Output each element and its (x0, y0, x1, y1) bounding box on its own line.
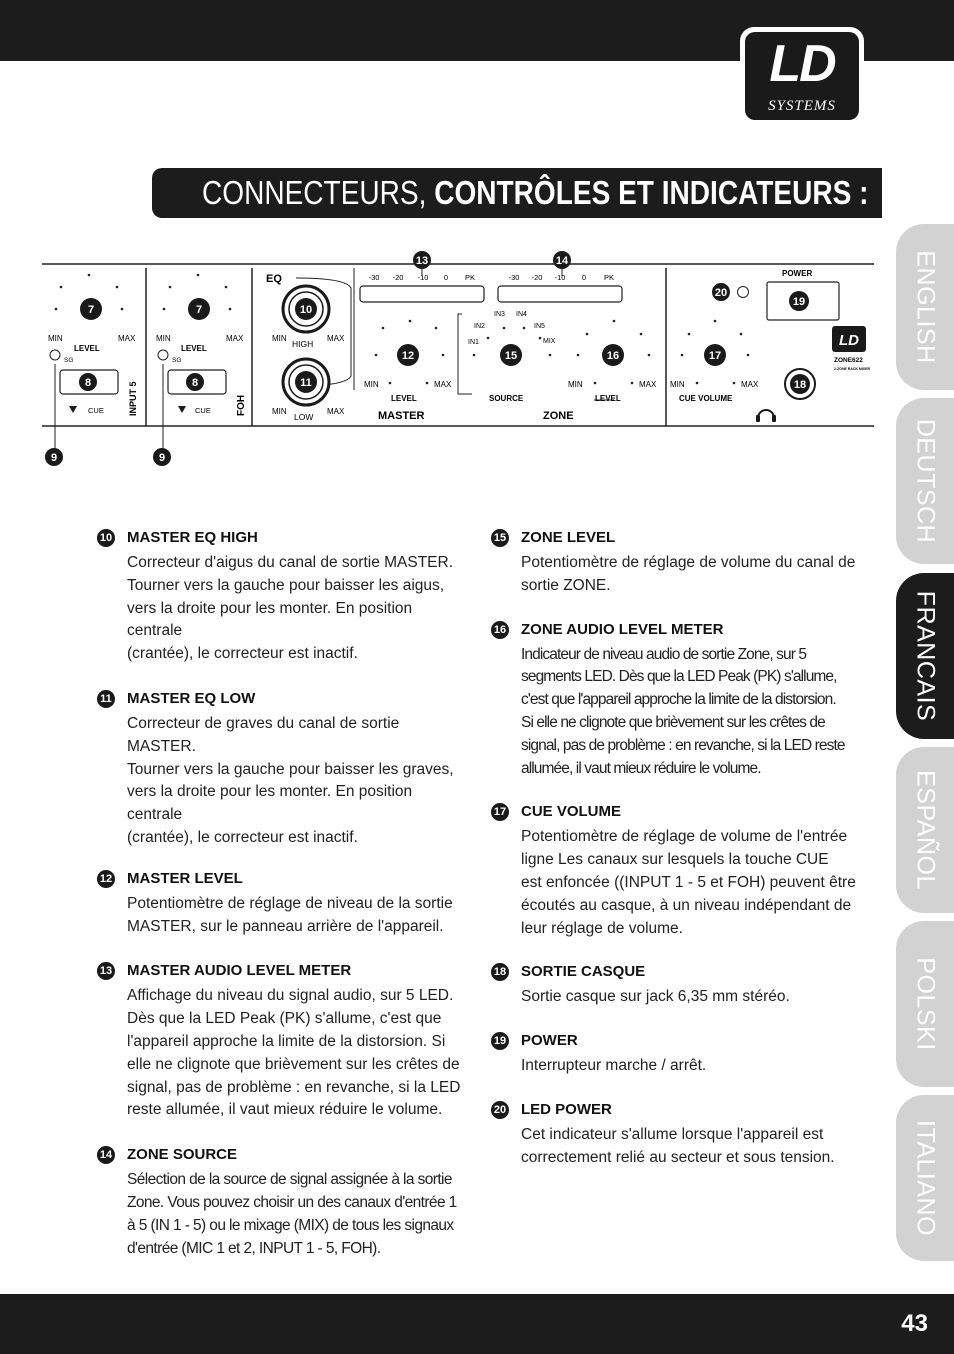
callout-20: 20 (714, 287, 728, 299)
tab-label: ESPAÑOL (911, 770, 940, 890)
callout-14: 15 (504, 350, 518, 362)
item-heading: LED POWER (521, 1100, 612, 1118)
tab-label: DEUTSCH (911, 418, 940, 544)
meter-tick: PK (464, 273, 476, 282)
body-line: signal, pas de problème : en revanche, si la LED (127, 1078, 461, 1096)
callout-19: 19 (792, 296, 806, 308)
eq-label: EQ (266, 273, 282, 285)
item-master-level (97, 869, 463, 939)
item-zone-level (491, 528, 857, 598)
source-in2: IN2 (474, 323, 485, 330)
item-zone-source (97, 1145, 463, 1260)
body-line: reste allumée, il vaut mieux réduire le volume. (127, 1101, 443, 1119)
item-heading: MASTER EQ HIGH (127, 529, 258, 546)
ld-systems-logo (740, 27, 864, 125)
item-heading: CUE VOLUME (521, 803, 622, 821)
body-line: vers la droite pour les monter. En position centrale (127, 783, 413, 824)
zone-level-label: LEVEL (595, 394, 621, 403)
item-body (127, 985, 463, 1122)
callout-8: 8 (84, 377, 92, 389)
model-sub-label: 2-ZONE RACK MIXER (834, 367, 870, 371)
master-label: MASTER (378, 410, 425, 422)
item-sortie-casque (491, 962, 857, 1009)
zone-section (458, 251, 657, 422)
item-master-eq-low (97, 689, 463, 850)
max-label: MAX (639, 380, 657, 389)
min-label: MIN (272, 334, 287, 343)
item-cue-volume (491, 802, 857, 940)
max-label: MAX (327, 407, 345, 416)
item-body (127, 713, 463, 850)
right-column (491, 528, 857, 1170)
item-heading: ZONE SOURCE (127, 1146, 238, 1164)
item-number: 19 (491, 1032, 509, 1050)
signal-led (50, 350, 60, 360)
item-number: 20 (491, 1101, 509, 1119)
item-number: 17 (491, 803, 509, 821)
item-number: 12 (97, 870, 115, 888)
body-line: Sélection de la source de signal assignée à la sortie (127, 1171, 452, 1189)
tab-label: ITALIANO (911, 1119, 940, 1237)
source-label: SOURCE (489, 394, 524, 403)
input5-label: INPUT 5 (128, 381, 138, 416)
item-number: 14 (97, 1146, 115, 1164)
title-light: CONNECTEURS, (202, 174, 435, 211)
callout-18: 18 (793, 379, 807, 391)
signal-led (158, 350, 168, 360)
callout-7: 7 (87, 304, 95, 316)
body-line: Tourner vers la gauche pour baisser les graves, (127, 760, 454, 778)
min-label: MIN (364, 380, 379, 389)
meter-tick: -30 (368, 273, 380, 282)
body-line: est enfoncée ((INPUT 1 - 5 et FOH) peuvent être (521, 873, 856, 891)
callout-9: 9 (50, 452, 58, 464)
zone-level-meter (498, 286, 622, 302)
min-label: MIN (670, 380, 685, 389)
item-number: 16 (491, 621, 509, 639)
tab-espanol[interactable] (896, 747, 954, 913)
cue-label: CUE (88, 406, 104, 415)
high-label: HIGH (292, 339, 314, 349)
tab-deutsch[interactable] (896, 398, 954, 564)
meter-tick: -10 (554, 273, 566, 282)
body-line: écoutés au casque, à un niveau indépendant de (521, 896, 852, 914)
body-line: c'est que l'appareil approche la limite de la distorsion. (521, 691, 836, 709)
callout-12: 12 (401, 350, 415, 362)
body-line: Si elle ne clignote que brièvement sur les crêtes de (521, 713, 825, 731)
logo-brand: LD (769, 35, 835, 93)
item-body (521, 986, 857, 1009)
body-line: Cet indicateur s'allume lorsque l'appareil est (521, 1125, 824, 1143)
callout-8: 8 (191, 377, 199, 389)
cue-arrow-icon (178, 406, 186, 413)
body-line: sortie ZONE. (521, 576, 611, 594)
item-heading: ZONE LEVEL (521, 529, 616, 546)
body-line: segments LED. Dès que la LED Peak (PK) s'allume, (521, 668, 837, 686)
min-label: MIN (48, 334, 63, 343)
body-line: correctement relié au secteur et sous tension. (521, 1148, 835, 1166)
body-line: leur réglage de volume. (521, 919, 683, 937)
item-heading: MASTER LEVEL (127, 869, 243, 887)
item-number: 13 (97, 962, 115, 980)
master-section (360, 251, 484, 422)
page-title (202, 174, 868, 212)
min-label: MIN (272, 407, 287, 416)
body-line: Sortie casque sur jack 6,35 mm stéréo. (521, 988, 790, 1006)
body-line: Dès que la LED Peak (PK) s'allume, c'est que (127, 1010, 442, 1028)
item-number: 18 (491, 963, 509, 981)
item-body (521, 1055, 857, 1078)
title-bold: CONTRÔLES ET INDICATEURS : (434, 174, 869, 211)
tab-label: POLSKI (911, 957, 940, 1051)
item-heading: SORTIE CASQUE (521, 963, 646, 981)
source-in5: IN5 (534, 323, 545, 330)
tab-italiano[interactable] (896, 1095, 954, 1261)
max-label: MAX (226, 334, 244, 343)
source-in1: IN1 (468, 339, 479, 346)
tab-francais[interactable] (896, 573, 954, 739)
meter-tick: -30 (508, 273, 520, 282)
body-line: l'appareil approche la limite de la distorsion. Si (127, 1032, 446, 1050)
item-number: 11 (97, 690, 115, 708)
body-line: MASTER, sur le panneau arrière de l'appareil. (127, 917, 444, 935)
meter-tick: PK (603, 273, 615, 282)
power-led (738, 287, 749, 298)
item-heading: ZONE AUDIO LEVEL METER (521, 620, 724, 638)
low-label: LOW (294, 412, 314, 422)
tab-english[interactable] (896, 224, 954, 390)
section-title-bar (152, 168, 882, 218)
item-zone-audio-level-meter (491, 620, 857, 781)
item-number: 10 (97, 529, 115, 547)
body-line: Zone. Vous pouvez choisir un des canaux d'entrée 1 (127, 1193, 457, 1211)
body-line: Interrupteur marche / arrêt. (521, 1057, 707, 1075)
left-column (97, 528, 463, 1260)
item-body (521, 644, 857, 781)
item-body (521, 1124, 857, 1170)
channel-input5 (48, 274, 138, 416)
foh-label: FOH (236, 394, 247, 416)
item-body (127, 893, 463, 939)
master-level-label: LEVEL (391, 394, 417, 403)
zone-label: ZONE (543, 410, 574, 422)
body-line: Potentiomètre de réglage de volume du canal de (521, 554, 856, 571)
sg-label: SG (64, 357, 74, 364)
item-number: 15 (491, 529, 509, 547)
body-line: vers la droite pour les monter. En position centrale (127, 599, 413, 640)
body-line: Correcteur d'aigus du canal de sortie MASTER. (127, 554, 454, 571)
item-master-audio-level-meter (97, 961, 463, 1122)
item-master-eq-high (97, 528, 463, 666)
eq-section (266, 273, 351, 422)
body-line: Affichage du niveau du signal audio, sur 5 LED. (127, 987, 454, 1005)
page-number: 43 (901, 1310, 928, 1337)
front-panel-diagram (38, 240, 878, 480)
item-body (521, 826, 857, 940)
item-power (491, 1031, 857, 1078)
source-in4: IN4 (516, 311, 527, 318)
cue-power-section (670, 269, 870, 422)
body-line: à 5 (IN 1 - 5) ou le mixage (MIX) de tous les signaux (127, 1216, 454, 1234)
item-body (521, 552, 857, 598)
callout-15: 16 (606, 350, 620, 362)
meter-tick: 0 (581, 273, 587, 282)
body-line: Potentiomètre de réglage de niveau de la sortie (127, 894, 453, 912)
bottom-bar (0, 1294, 954, 1354)
body-line: Tourner vers la gauche pour baisser les aigus, (127, 576, 445, 594)
cue-label: CUE (195, 406, 211, 415)
callout-10: 10 (299, 304, 313, 316)
cue-volume-label: CUE VOLUME (679, 394, 733, 403)
max-label: MAX (741, 380, 759, 389)
power-label: POWER (782, 269, 813, 278)
meter-tick: -20 (392, 273, 404, 282)
sg-label: SG (172, 357, 182, 364)
item-body (127, 1169, 463, 1260)
meter-tick: 0 (443, 273, 449, 282)
channel-foh (156, 274, 247, 416)
mini-logo-text: LD (839, 332, 859, 349)
item-body (127, 552, 463, 666)
body-line: Indicateur de niveau audio de sortie Zone, sur 5 (521, 645, 807, 663)
headphones-icon (756, 410, 776, 422)
source-mix: MIX (543, 338, 556, 345)
logo-sub: SYSTEMS (768, 98, 836, 114)
max-label: MAX (434, 380, 452, 389)
meter-tick: -10 (417, 273, 429, 282)
item-led-power (491, 1100, 857, 1170)
callout-9: 9 (158, 452, 166, 464)
body-line: (crantée), le correcteur est inactif. (127, 645, 358, 663)
callout-11: 11 (300, 377, 312, 389)
body-line: d'entrée (MIC 1 et 2, INPUT 1 - 5, FOH). (127, 1239, 381, 1257)
callout-16: 14 (555, 255, 569, 267)
source-in3: IN3 (494, 311, 505, 318)
body-line: elle ne clignote que brièvement sur les crêtes de (127, 1055, 460, 1073)
item-heading: POWER (521, 1032, 578, 1050)
body-line: (crantée), le correcteur est inactif. (127, 828, 358, 846)
body-line: Potentiomètre de réglage de volume de l'entrée (521, 828, 848, 846)
item-heading: MASTER AUDIO LEVEL METER (127, 962, 352, 980)
tab-label: ENGLISH (911, 250, 940, 364)
body-line: signal, pas de problème : en revanche, si la LED reste (521, 736, 845, 754)
callout-7: 7 (195, 304, 203, 316)
body-line: Correcteur de graves du canal de sortie MASTER. (127, 714, 400, 755)
body-line: allumée, il vaut mieux réduire le volume. (521, 759, 761, 777)
body-line: ligne Les canaux sur lesquels la touche CUE (521, 851, 829, 869)
tab-polski[interactable] (896, 921, 954, 1087)
callout-13: 13 (415, 255, 429, 267)
max-label: MAX (118, 334, 136, 343)
master-level-meter (360, 286, 484, 302)
callout-17: 17 (708, 350, 722, 362)
cue-arrow-icon (69, 406, 77, 413)
min-label: MIN (568, 380, 583, 389)
item-heading: MASTER EQ LOW (127, 689, 256, 707)
tab-label: FRANCAIS (911, 590, 940, 722)
max-label: MAX (327, 334, 345, 343)
level-label: LEVEL (74, 344, 100, 353)
meter-tick: -20 (531, 273, 543, 282)
min-label: MIN (156, 334, 171, 343)
model-label: ZONE622 (834, 357, 863, 364)
level-label: LEVEL (181, 344, 207, 353)
